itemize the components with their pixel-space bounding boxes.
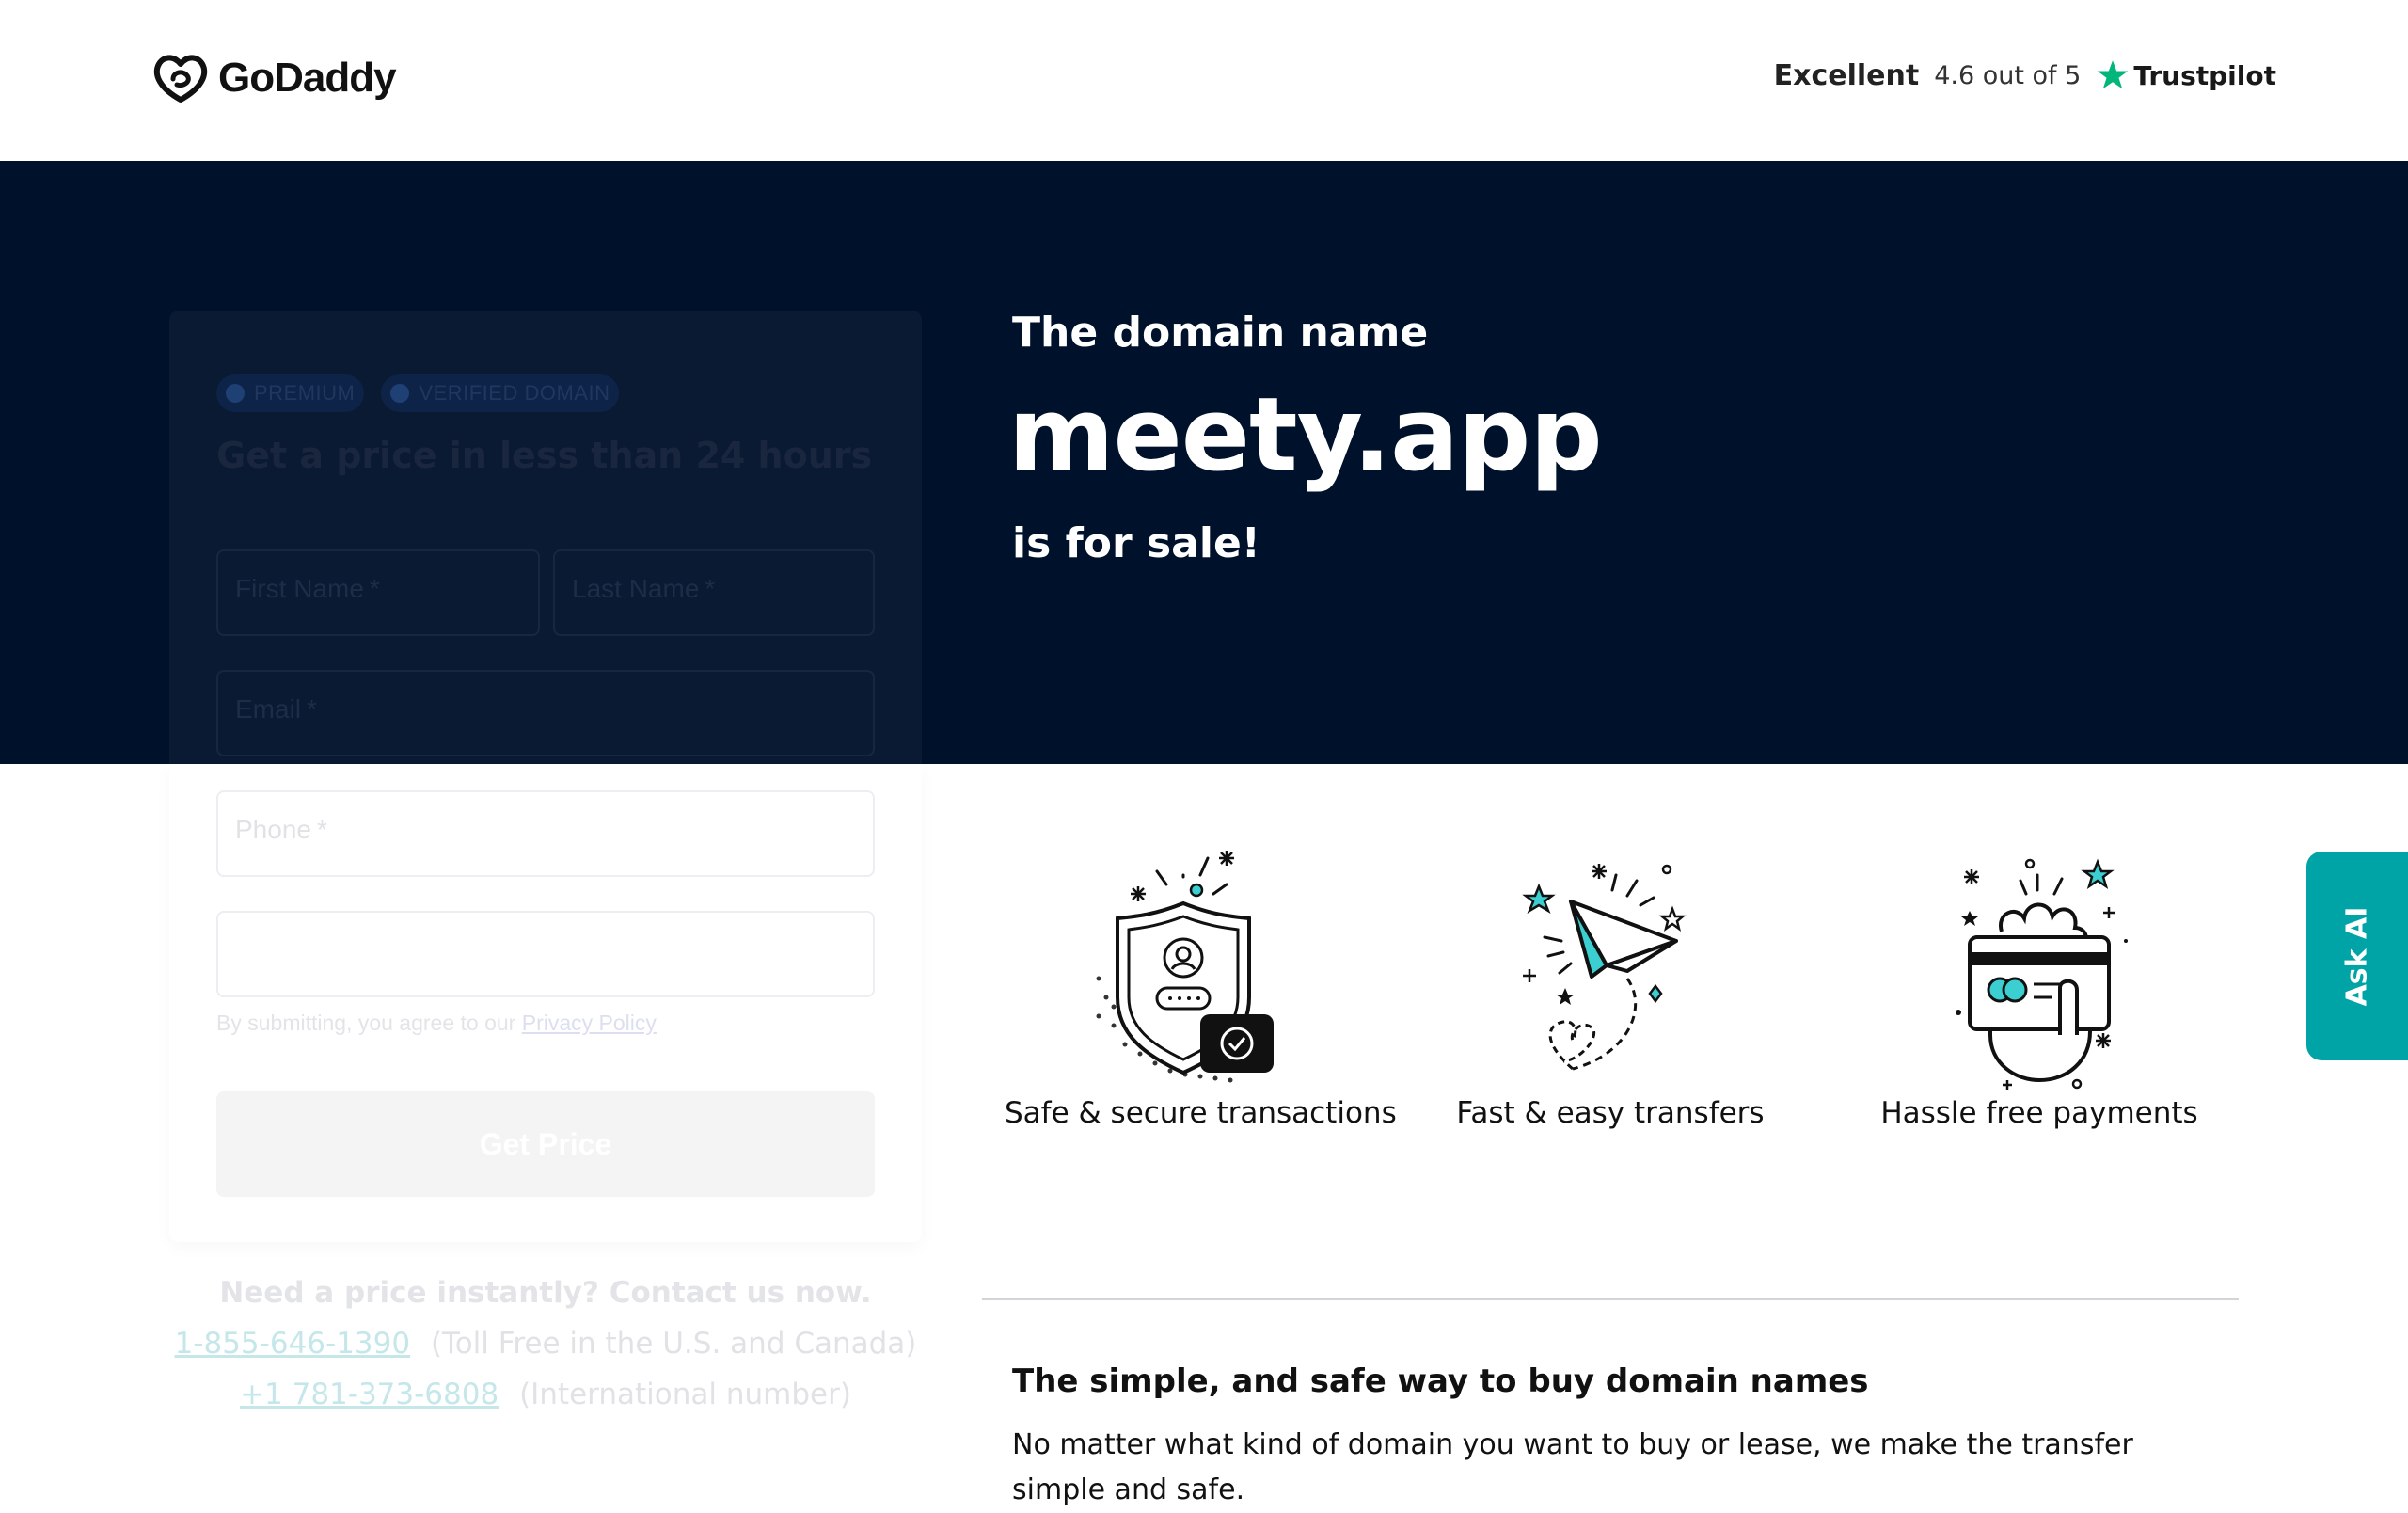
ask-ai-label: Ask AI <box>2340 906 2374 1006</box>
hero-subheading: is for sale! <box>1012 519 1260 567</box>
paper-plane-icon <box>1507 847 1714 1101</box>
premium-badge-label: PREMIUM <box>254 381 356 405</box>
intl-note: (International number) <box>519 1378 851 1411</box>
premium-badge <box>216 374 364 412</box>
first-name-placeholder: First Name <box>235 574 364 603</box>
tollfree-phone-link[interactable]: 1-855-646-1390 <box>174 1327 411 1361</box>
verified-badge-label: VERIFIED DOMAIN <box>419 381 610 405</box>
godaddy-logo[interactable] <box>150 51 396 105</box>
rating-label: Excellent <box>1773 58 1920 92</box>
email-placeholder: Email <box>235 694 302 724</box>
rating-score: 4.6 out of 5 <box>1934 60 2082 90</box>
last-name-required-mark: * <box>705 574 716 603</box>
privacy-policy-link[interactable]: Privacy Policy <box>521 1011 657 1035</box>
shield-icon <box>1080 847 1287 1101</box>
last-name-field[interactable] <box>553 549 875 636</box>
hero-heading: The domain name <box>1012 309 1429 357</box>
feature-safe-secure <box>1005 847 1397 1130</box>
phone-required-mark: * <box>316 815 327 844</box>
card-payment-icon <box>1936 847 2143 1101</box>
get-price-button[interactable]: Get Price <box>216 1091 875 1197</box>
section-divider <box>982 1298 2239 1300</box>
trustpilot-brand <box>2096 58 2276 92</box>
trustpilot-star-icon <box>2096 58 2130 92</box>
site-header <box>0 0 2408 161</box>
contact-intl <box>169 1378 922 1411</box>
message-field[interactable] <box>216 911 875 997</box>
intl-phone-link[interactable]: +1 781-373-6808 <box>240 1378 499 1411</box>
trustpilot-rating[interactable] <box>1774 58 2276 92</box>
feature-fast-easy <box>1432 847 1789 1130</box>
first-name-required-mark: * <box>369 574 380 603</box>
feature-label: Safe & secure transactions <box>1005 1096 1397 1130</box>
feature-label: Hassle free payments <box>1880 1096 2198 1130</box>
trustpilot-label: Trustpilot <box>2133 59 2276 91</box>
verified-badge <box>381 374 619 412</box>
premium-badge-icon <box>226 384 245 403</box>
phone-field[interactable] <box>216 790 875 877</box>
phone-placeholder: Phone <box>235 815 311 844</box>
form-title: Get a price in less than 24 hours <box>216 435 873 476</box>
first-name-field[interactable] <box>216 549 540 636</box>
domain-name: meety.app <box>1008 376 1602 494</box>
form-disclaimer <box>216 1011 657 1036</box>
feature-label: Fast & easy transfers <box>1456 1096 1765 1130</box>
logo-text: GoDaddy <box>218 55 396 101</box>
feature-hassle-free <box>1861 847 2218 1130</box>
info-title: The simple, and safe way to buy domain names <box>1012 1362 1869 1400</box>
ask-ai-button[interactable] <box>2306 852 2408 1060</box>
email-field[interactable] <box>216 670 875 756</box>
verified-badge-icon <box>390 384 409 403</box>
info-body: No matter what kind of domain you want to buy or lease, we make the transfer simple and safe. <box>1012 1428 2133 1506</box>
godaddy-heart-icon <box>150 51 211 105</box>
contact-question: Need a price instantly? Contact us now. <box>219 1276 872 1310</box>
contact-tollfree <box>169 1327 922 1361</box>
tollfree-note: (Toll Free in the U.S. and Canada) <box>430 1327 917 1361</box>
form-badges <box>216 374 619 412</box>
disclaimer-text: By submitting, you agree to our <box>216 1011 516 1035</box>
last-name-placeholder: Last Name <box>572 574 700 603</box>
email-required-mark: * <box>307 694 317 724</box>
